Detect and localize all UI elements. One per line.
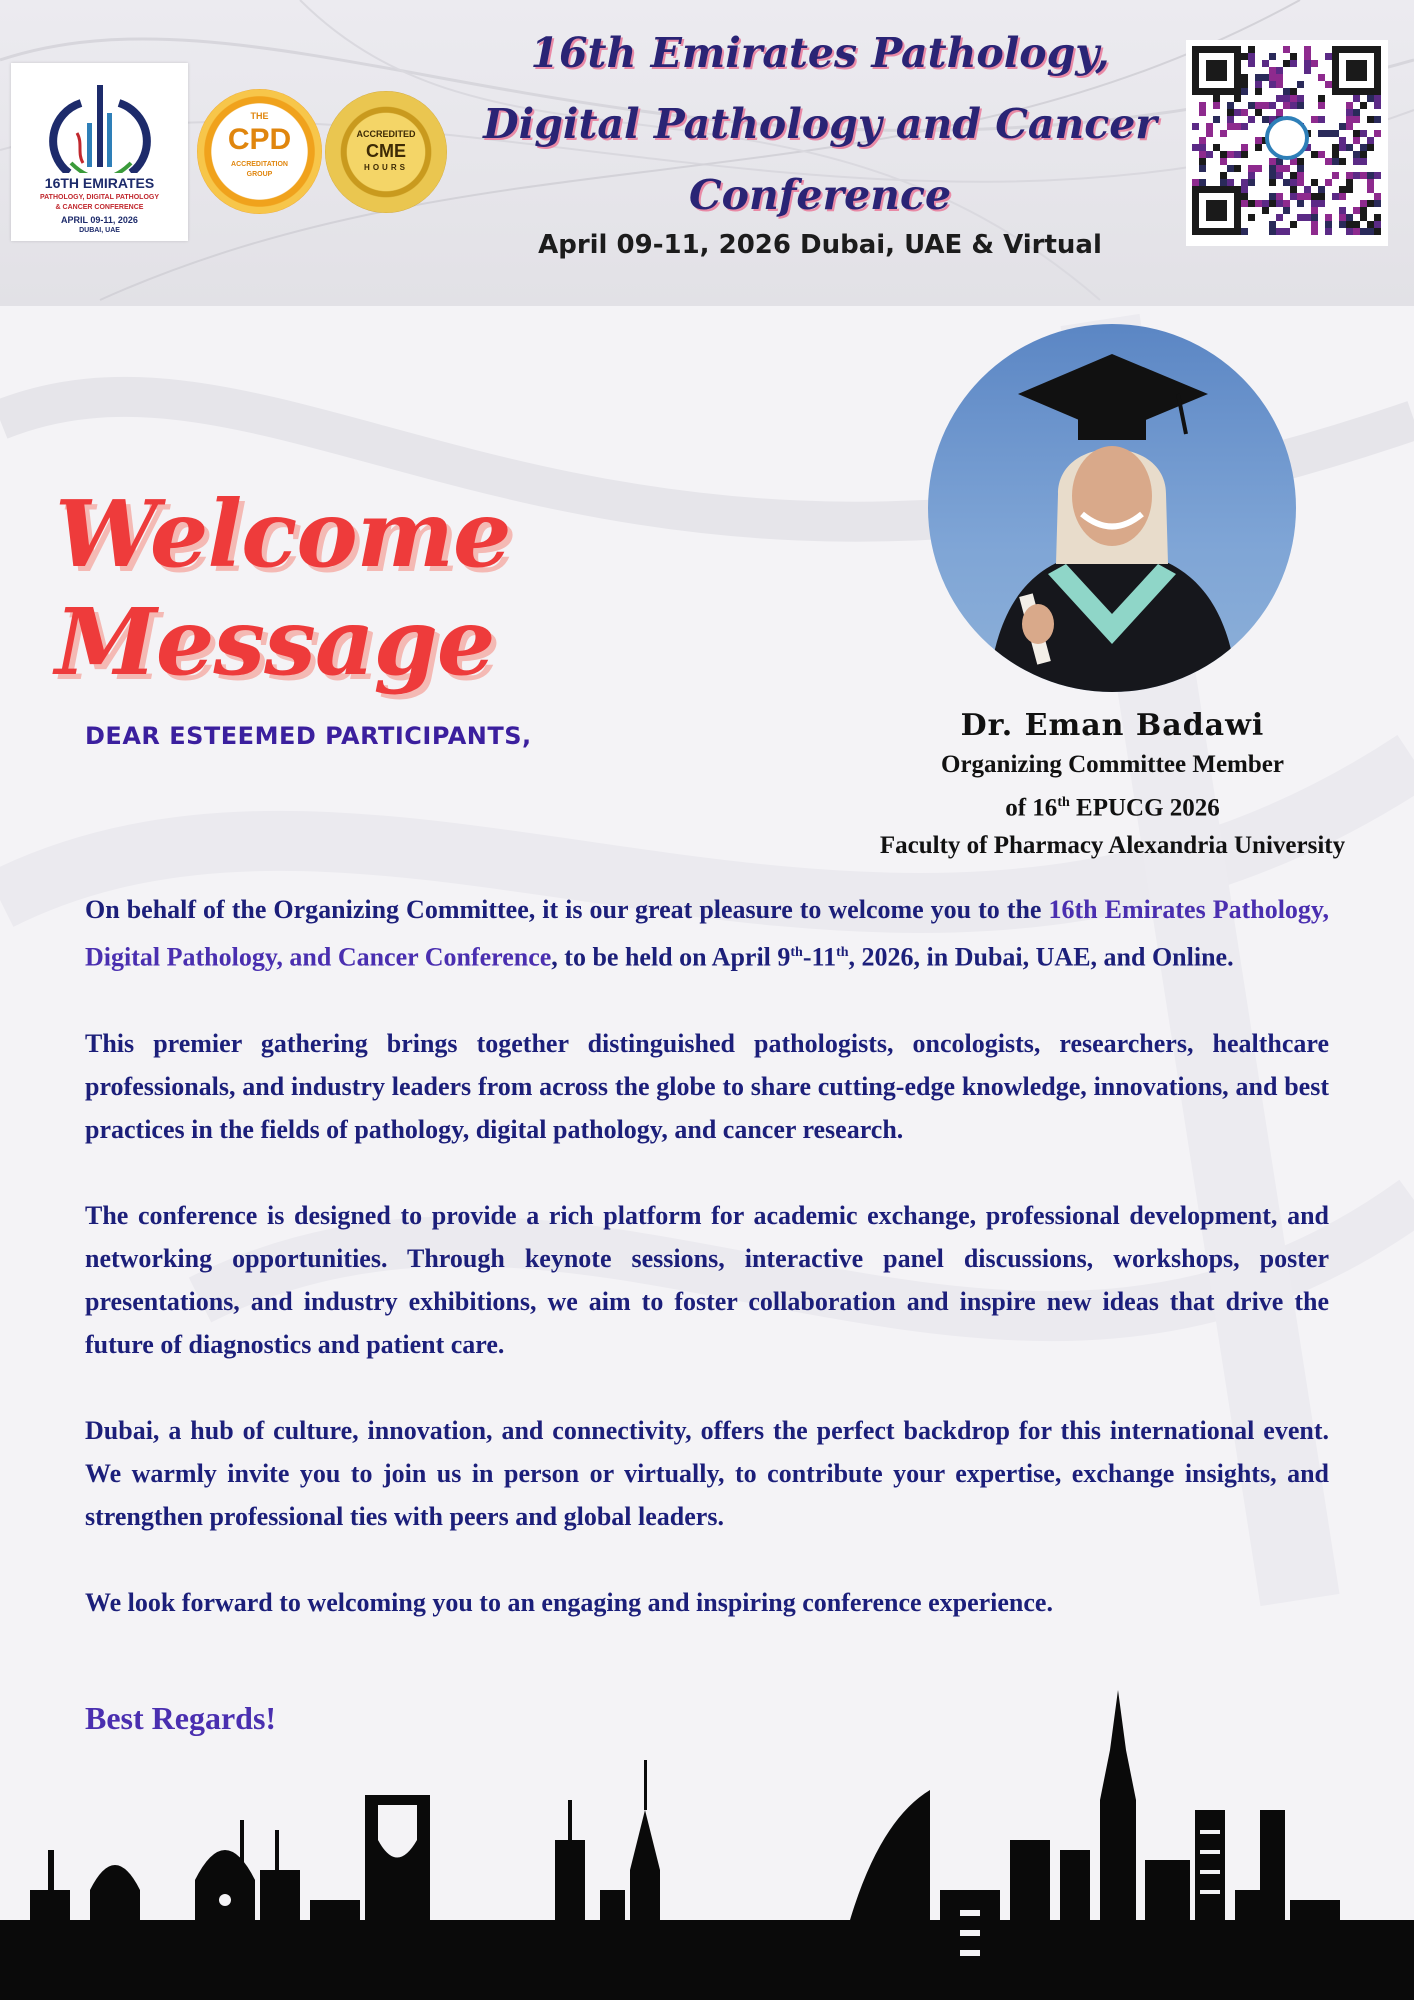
title-line-3: Conference	[688, 171, 952, 219]
welcome-heading: Welcome Message	[55, 480, 511, 696]
cpd-badge-top: THE	[250, 111, 269, 121]
speaker-role-2	[840, 784, 1385, 827]
paragraph-5: We look forward to welcoming you to an engaging and inspiring conference experience.	[85, 1587, 1053, 1617]
speaker-role-3: Faculty of Pharmacy Alexandria University	[879, 832, 1346, 860]
conference-dates: April 09-11, 2026 Dubai, UAE & Virtual	[538, 230, 1102, 260]
logo-line4: DUBAI, UAE	[79, 227, 120, 234]
speaker-role-2-post: EPUCG 2026	[1069, 794, 1220, 822]
speaker-photo	[928, 324, 1296, 692]
cme-badge-top: ACCREDITED	[356, 129, 416, 139]
speaker-role-2-pre: of 16	[1005, 794, 1058, 822]
paragraph-3: The conference is designed to provide a rich platform for academic exchange, professional development, and networking opportunities. Through keynote sessions, interactive panel discussions, workshops, poster presentations, and industry exhibitions, we aim to foster collaboration and inspire new ideas that drive the future of diagnostics and patient care.	[85, 1200, 1329, 1359]
conference-logo-icon	[11, 63, 188, 241]
cme-badge-icon	[325, 91, 447, 213]
dubai-skyline-icon	[0, 1690, 1414, 2000]
speaker-info	[840, 706, 1385, 865]
logo-line2: & CANCER CONFERENCE	[55, 204, 144, 211]
speaker-name: Dr. Eman Badawi	[960, 708, 1265, 743]
title-line-2: Digital Pathology and Cancer	[483, 100, 1157, 148]
p1-date-end: -11	[802, 942, 837, 972]
p1-sup-1: th	[790, 945, 803, 960]
conference-header	[0, 0, 1414, 306]
paragraph-4: Dubai, a hub of culture, innovation, and connectivity, offers the perfect backdrop for this international event. We warmly invite you to join us in person or virtually, to contribute your expertise, exchange insights, and strengthen professional ties with peers and global leaders.	[85, 1415, 1329, 1531]
welcome-body	[85, 888, 1329, 1624]
p1-sup-2: th	[836, 945, 849, 960]
closing-regards: Best Regards!	[85, 1700, 277, 1736]
paragraph-2: This premier gathering brings together distinguished pathologists, oncologists, researchers, healthcare professionals, and industry leaders from across the globe to share cutting-edge knowledge, innovations, and best practices in the fields of pathology, digital pathology, and cancer research.	[85, 1028, 1329, 1144]
speaker-role-2-sup: th	[1057, 795, 1070, 810]
cpd-badge-sub2: GROUP	[246, 171, 273, 178]
logo-line1: PATHOLOGY, DIGITAL PATHOLOGY	[40, 194, 159, 201]
speaker-role-1: Organizing Committee Member	[941, 751, 1284, 778]
cpd-badge-icon	[197, 89, 322, 214]
cpd-badge-sub1: ACCREDITATION	[231, 161, 288, 168]
p1-intro: On behalf of the Organizing Committee, it is our great pleasure to welcome you to the	[85, 895, 1049, 924]
cme-badge-main: CME	[366, 141, 406, 161]
p1-date-start: , to be held on April 9	[551, 942, 791, 972]
cme-badge-sub: HOURS	[364, 163, 408, 172]
logo-line3: APRIL 09-11, 2026	[61, 215, 138, 225]
salutation: DEAR ESTEEMED PARTICIPANTS,	[85, 722, 532, 750]
cpd-badge-main: CPD	[227, 123, 292, 156]
p1-conference-name: 16th Emirates Pathology, Digital Pathology, and Cancer Conference	[85, 895, 1329, 972]
p1-location: , 2026, in Dubai, UAE, and Online.	[848, 942, 1234, 972]
paragraph-1	[85, 888, 1329, 979]
conference-title	[460, 18, 1180, 231]
qr-code-icon[interactable]	[1186, 40, 1388, 246]
logo-edition: 16TH EMIRATES	[44, 175, 155, 191]
title-line-1: 16th Emirates Pathology,	[530, 29, 1110, 77]
